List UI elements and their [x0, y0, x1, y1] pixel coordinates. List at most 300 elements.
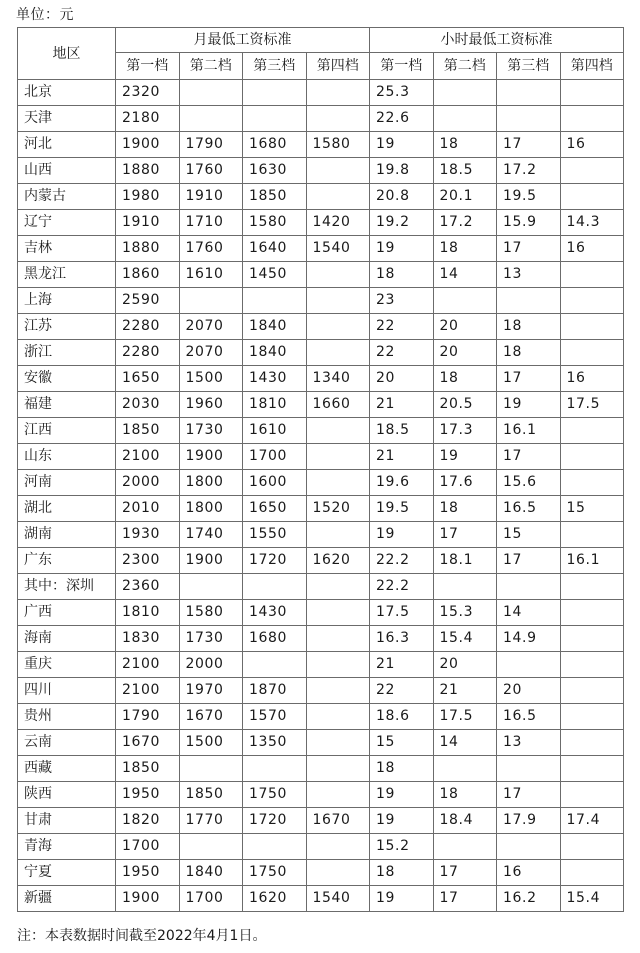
header-row-groups [18, 28, 624, 53]
monthly-tier-3-cell: 1840 [243, 340, 307, 366]
table-row [18, 626, 624, 652]
table-row [18, 80, 624, 106]
region-cell: 上海 [18, 288, 116, 314]
monthly-tier-2-cell: 1710 [179, 210, 243, 236]
hourly-tier-1-cell: 18 [370, 756, 434, 782]
monthly-tier-3-cell: 1610 [243, 418, 307, 444]
hourly-tier-2-cell [433, 756, 497, 782]
table-row [18, 548, 624, 574]
monthly-tier-3-cell: 1580 [243, 210, 307, 236]
table-row [18, 470, 624, 496]
monthly-tier-3-cell [243, 652, 307, 678]
monthly-tier-2-cell [179, 834, 243, 860]
hourly-tier-1-cell: 19.8 [370, 158, 434, 184]
monthly-tier-4-cell: 1660 [306, 392, 370, 418]
table-row [18, 886, 624, 912]
monthly-tier-4-cell [306, 262, 370, 288]
hourly-tier-4-cell: 15.4 [560, 886, 624, 912]
monthly-tier-2-cell: 2000 [179, 652, 243, 678]
hourly-tier-1-cell: 19 [370, 522, 434, 548]
hourly-tier-4-cell [560, 860, 624, 886]
monthly-tier-4-cell [306, 704, 370, 730]
hourly-tier-3-cell: 17 [497, 782, 561, 808]
hourly-tier-3-cell: 16.5 [497, 496, 561, 522]
hourly-tier-1-cell: 21 [370, 444, 434, 470]
monthly-tier-1-cell: 1880 [116, 236, 180, 262]
monthly-tier-4-cell [306, 158, 370, 184]
monthly-tier-2-cell [179, 80, 243, 106]
monthly-tier-2-cell: 1500 [179, 366, 243, 392]
region-cell: 海南 [18, 626, 116, 652]
hourly-tier-2-cell: 14 [433, 730, 497, 756]
monthly-tier-1-cell: 1670 [116, 730, 180, 756]
monthly-tier-4-cell [306, 288, 370, 314]
table-row [18, 132, 624, 158]
region-cell: 重庆 [18, 652, 116, 678]
hourly-tier-1-cell: 21 [370, 652, 434, 678]
hourly-tier-3-cell: 20 [497, 678, 561, 704]
monthly-tier-2-cell: 1500 [179, 730, 243, 756]
monthly-tier-2-cell [179, 756, 243, 782]
monthly-tier-2-cell: 1760 [179, 158, 243, 184]
hourly-tier-1-cell: 22.2 [370, 574, 434, 600]
monthly-tier-4-cell [306, 652, 370, 678]
monthly-tier-1-cell: 2280 [116, 340, 180, 366]
monthly-tier-1-cell: 2300 [116, 548, 180, 574]
monthly-tier-2-cell: 1840 [179, 860, 243, 886]
table-row [18, 860, 624, 886]
region-cell: 四川 [18, 678, 116, 704]
monthly-tier-1-cell: 2100 [116, 444, 180, 470]
monthly-tier-3-cell: 1700 [243, 444, 307, 470]
table-row [18, 236, 624, 262]
monthly-tier-3-cell: 1570 [243, 704, 307, 730]
hourly-tier-2-cell: 14 [433, 262, 497, 288]
monthly-tier-3-cell: 1650 [243, 496, 307, 522]
hourly-tier-3-cell: 18 [497, 340, 561, 366]
region-cell: 福建 [18, 392, 116, 418]
monthly-tier-2-cell [179, 106, 243, 132]
monthly-tier-4-header: 第四档 [306, 53, 370, 80]
hourly-tier-4-header: 第四档 [560, 53, 624, 80]
monthly-tier-1-cell: 1950 [116, 860, 180, 886]
monthly-tier-1-cell: 2100 [116, 678, 180, 704]
region-cell: 陕西 [18, 782, 116, 808]
hourly-tier-4-cell: 16.1 [560, 548, 624, 574]
monthly-tier-2-cell [179, 288, 243, 314]
monthly-tier-3-cell: 1680 [243, 132, 307, 158]
table-body [18, 80, 624, 912]
table-row [18, 366, 624, 392]
hourly-tier-2-cell: 17 [433, 860, 497, 886]
monthly-tier-2-cell: 1900 [179, 548, 243, 574]
monthly-tier-4-cell [306, 522, 370, 548]
hourly-tier-3-cell: 16.2 [497, 886, 561, 912]
monthly-tier-1-cell: 1930 [116, 522, 180, 548]
region-cell: 甘肃 [18, 808, 116, 834]
monthly-tier-1-cell: 2030 [116, 392, 180, 418]
hourly-tier-2-cell: 18 [433, 236, 497, 262]
table-row [18, 522, 624, 548]
hourly-tier-1-cell: 18 [370, 262, 434, 288]
monthly-tier-4-cell: 1670 [306, 808, 370, 834]
hourly-tier-3-cell: 13 [497, 730, 561, 756]
hourly-tier-1-cell: 21 [370, 392, 434, 418]
hourly-tier-3-cell [497, 756, 561, 782]
monthly-tier-1-cell: 1650 [116, 366, 180, 392]
monthly-tier-2-cell: 1910 [179, 184, 243, 210]
hourly-tier-1-cell: 19.2 [370, 210, 434, 236]
hourly-tier-2-cell [433, 574, 497, 600]
hourly-tier-4-cell [560, 522, 624, 548]
monthly-tier-1-cell: 1700 [116, 834, 180, 860]
hourly-tier-4-cell: 16 [560, 366, 624, 392]
monthly-tier-3-cell [243, 288, 307, 314]
hourly-tier-3-cell: 16.5 [497, 704, 561, 730]
region-cell: 湖南 [18, 522, 116, 548]
monthly-tier-4-cell: 1620 [306, 548, 370, 574]
monthly-tier-4-cell [306, 860, 370, 886]
hourly-tier-1-cell: 20 [370, 366, 434, 392]
table-row [18, 184, 624, 210]
hourly-tier-1-cell: 16.3 [370, 626, 434, 652]
monthly-tier-4-cell: 1420 [306, 210, 370, 236]
monthly-tier-2-cell: 2070 [179, 314, 243, 340]
monthly-tier-2-cell: 1670 [179, 704, 243, 730]
hourly-tier-4-cell [560, 80, 624, 106]
hourly-tier-2-cell: 15.4 [433, 626, 497, 652]
monthly-tier-2-cell: 1730 [179, 418, 243, 444]
hourly-tier-4-cell [560, 730, 624, 756]
monthly-tier-4-cell [306, 418, 370, 444]
hourly-tier-1-cell: 18 [370, 860, 434, 886]
hourly-group-header: 小时最低工资标准 [370, 28, 624, 53]
region-cell: 天津 [18, 106, 116, 132]
hourly-tier-1-cell: 19 [370, 782, 434, 808]
monthly-tier-1-cell: 1850 [116, 756, 180, 782]
hourly-tier-4-cell [560, 262, 624, 288]
monthly-tier-4-cell [306, 600, 370, 626]
monthly-tier-3-cell: 1450 [243, 262, 307, 288]
table-row [18, 496, 624, 522]
region-cell: 西藏 [18, 756, 116, 782]
table-row [18, 756, 624, 782]
hourly-tier-4-cell [560, 314, 624, 340]
table-row [18, 158, 624, 184]
monthly-tier-3-cell [243, 756, 307, 782]
hourly-tier-4-cell [560, 652, 624, 678]
monthly-tier-1-cell: 1880 [116, 158, 180, 184]
hourly-tier-2-cell: 18 [433, 782, 497, 808]
monthly-tier-3-cell: 1750 [243, 860, 307, 886]
monthly-tier-4-cell [306, 340, 370, 366]
monthly-tier-1-cell: 2590 [116, 288, 180, 314]
hourly-tier-4-cell [560, 704, 624, 730]
monthly-tier-2-cell: 1960 [179, 392, 243, 418]
monthly-tier-3-cell: 1430 [243, 366, 307, 392]
hourly-tier-4-cell: 17.4 [560, 808, 624, 834]
hourly-tier-4-cell [560, 418, 624, 444]
hourly-tier-1-cell: 22.6 [370, 106, 434, 132]
table-row [18, 574, 624, 600]
monthly-tier-1-cell: 2180 [116, 106, 180, 132]
hourly-tier-2-cell [433, 834, 497, 860]
hourly-tier-1-cell: 23 [370, 288, 434, 314]
hourly-tier-4-cell [560, 600, 624, 626]
hourly-tier-4-cell: 15 [560, 496, 624, 522]
monthly-tier-1-cell: 1790 [116, 704, 180, 730]
region-cell: 贵州 [18, 704, 116, 730]
table-row [18, 288, 624, 314]
hourly-tier-3-header: 第三档 [497, 53, 561, 80]
hourly-tier-2-cell: 20.5 [433, 392, 497, 418]
region-cell: 黑龙江 [18, 262, 116, 288]
monthly-group-header: 月最低工资标准 [116, 28, 370, 53]
table-row [18, 262, 624, 288]
monthly-tier-4-cell [306, 106, 370, 132]
hourly-tier-1-cell: 19.5 [370, 496, 434, 522]
hourly-tier-2-cell: 17.6 [433, 470, 497, 496]
hourly-tier-1-cell: 15.2 [370, 834, 434, 860]
monthly-tier-4-cell [306, 730, 370, 756]
monthly-tier-3-cell: 1850 [243, 184, 307, 210]
monthly-tier-1-cell: 1900 [116, 886, 180, 912]
monthly-tier-3-cell: 1430 [243, 600, 307, 626]
monthly-tier-1-header: 第一档 [116, 53, 180, 80]
hourly-tier-1-cell: 19 [370, 808, 434, 834]
monthly-tier-1-cell: 2320 [116, 80, 180, 106]
hourly-tier-3-cell: 17.9 [497, 808, 561, 834]
monthly-tier-4-cell [306, 184, 370, 210]
monthly-tier-1-cell: 1810 [116, 600, 180, 626]
hourly-tier-3-cell [497, 652, 561, 678]
table-row [18, 210, 624, 236]
region-cell: 宁夏 [18, 860, 116, 886]
table-row [18, 444, 624, 470]
monthly-tier-3-cell: 1810 [243, 392, 307, 418]
hourly-tier-2-cell: 17 [433, 886, 497, 912]
hourly-tier-3-cell [497, 834, 561, 860]
monthly-tier-4-cell [306, 782, 370, 808]
monthly-tier-3-cell: 1720 [243, 548, 307, 574]
monthly-tier-4-cell: 1540 [306, 236, 370, 262]
table-row [18, 314, 624, 340]
monthly-tier-3-cell: 1680 [243, 626, 307, 652]
table-row [18, 392, 624, 418]
monthly-tier-4-cell [306, 678, 370, 704]
monthly-tier-3-cell: 1350 [243, 730, 307, 756]
monthly-tier-2-cell: 1580 [179, 600, 243, 626]
monthly-tier-2-cell [179, 574, 243, 600]
hourly-tier-3-cell: 17 [497, 444, 561, 470]
unit-label: 单位：元 [16, 7, 74, 23]
hourly-tier-2-cell [433, 106, 497, 132]
hourly-tier-1-cell: 22.2 [370, 548, 434, 574]
hourly-tier-2-cell: 19 [433, 444, 497, 470]
monthly-tier-1-cell: 2360 [116, 574, 180, 600]
monthly-tier-1-cell: 1830 [116, 626, 180, 652]
monthly-tier-4-cell [306, 444, 370, 470]
hourly-tier-2-cell: 20.1 [433, 184, 497, 210]
hourly-tier-4-cell [560, 756, 624, 782]
hourly-tier-3-cell: 15.6 [497, 470, 561, 496]
region-cell: 广东 [18, 548, 116, 574]
monthly-tier-3-cell: 1840 [243, 314, 307, 340]
hourly-tier-3-cell: 17 [497, 236, 561, 262]
hourly-tier-2-cell: 18.5 [433, 158, 497, 184]
monthly-tier-2-cell: 1700 [179, 886, 243, 912]
monthly-tier-3-cell [243, 80, 307, 106]
hourly-tier-2-cell: 17 [433, 522, 497, 548]
monthly-tier-1-cell: 1900 [116, 132, 180, 158]
hourly-tier-4-cell [560, 340, 624, 366]
monthly-tier-2-cell: 1900 [179, 444, 243, 470]
hourly-tier-2-cell: 18 [433, 366, 497, 392]
table-row [18, 730, 624, 756]
region-column-header: 地区 [18, 28, 116, 80]
hourly-tier-4-cell: 14.3 [560, 210, 624, 236]
hourly-tier-3-cell: 17 [497, 366, 561, 392]
hourly-tier-4-cell [560, 288, 624, 314]
hourly-tier-2-cell [433, 288, 497, 314]
monthly-tier-3-cell [243, 834, 307, 860]
region-cell: 江苏 [18, 314, 116, 340]
monthly-tier-3-cell: 1600 [243, 470, 307, 496]
monthly-tier-2-cell: 1850 [179, 782, 243, 808]
hourly-tier-3-cell: 14 [497, 600, 561, 626]
hourly-tier-1-cell: 15 [370, 730, 434, 756]
monthly-tier-2-header: 第二档 [179, 53, 243, 80]
hourly-tier-3-cell: 17.2 [497, 158, 561, 184]
hourly-tier-4-cell [560, 470, 624, 496]
region-cell: 山西 [18, 158, 116, 184]
monthly-tier-4-cell [306, 80, 370, 106]
hourly-tier-2-cell [433, 80, 497, 106]
hourly-tier-2-cell: 18 [433, 132, 497, 158]
monthly-tier-4-cell [306, 756, 370, 782]
monthly-tier-4-cell: 1540 [306, 886, 370, 912]
monthly-tier-2-cell: 1730 [179, 626, 243, 652]
monthly-tier-2-cell: 1770 [179, 808, 243, 834]
hourly-tier-3-cell: 16 [497, 860, 561, 886]
hourly-tier-2-cell: 20 [433, 652, 497, 678]
monthly-tier-2-cell: 1610 [179, 262, 243, 288]
monthly-tier-1-cell: 1980 [116, 184, 180, 210]
table-row [18, 834, 624, 860]
hourly-tier-2-cell: 21 [433, 678, 497, 704]
monthly-tier-3-cell: 1620 [243, 886, 307, 912]
hourly-tier-4-cell [560, 106, 624, 132]
table-row [18, 808, 624, 834]
hourly-tier-2-cell: 20 [433, 314, 497, 340]
region-cell: 河南 [18, 470, 116, 496]
monthly-tier-3-cell: 1640 [243, 236, 307, 262]
monthly-tier-2-cell: 1760 [179, 236, 243, 262]
minimum-wage-table [17, 27, 624, 912]
monthly-tier-3-cell: 1550 [243, 522, 307, 548]
hourly-tier-1-cell: 25.3 [370, 80, 434, 106]
hourly-tier-3-cell: 19 [497, 392, 561, 418]
hourly-tier-4-cell: 16 [560, 236, 624, 262]
monthly-tier-1-cell: 2280 [116, 314, 180, 340]
table-row [18, 782, 624, 808]
hourly-tier-1-cell: 22 [370, 678, 434, 704]
monthly-tier-4-cell: 1520 [306, 496, 370, 522]
hourly-tier-2-cell: 17.2 [433, 210, 497, 236]
monthly-tier-4-cell [306, 470, 370, 496]
hourly-tier-1-cell: 19 [370, 236, 434, 262]
hourly-tier-2-cell: 17.3 [433, 418, 497, 444]
monthly-tier-3-cell [243, 106, 307, 132]
monthly-tier-2-cell: 2070 [179, 340, 243, 366]
region-cell: 辽宁 [18, 210, 116, 236]
monthly-tier-4-cell [306, 314, 370, 340]
region-cell: 湖北 [18, 496, 116, 522]
hourly-tier-3-cell [497, 288, 561, 314]
table-row [18, 704, 624, 730]
hourly-tier-2-cell: 15.3 [433, 600, 497, 626]
table-header [18, 28, 624, 80]
hourly-tier-2-cell: 18.4 [433, 808, 497, 834]
hourly-tier-1-cell: 19.6 [370, 470, 434, 496]
monthly-tier-2-cell: 1800 [179, 496, 243, 522]
region-cell: 其中：深圳 [18, 574, 116, 600]
hourly-tier-3-cell [497, 80, 561, 106]
table-row [18, 340, 624, 366]
monthly-tier-2-cell: 1800 [179, 470, 243, 496]
monthly-tier-1-cell: 1860 [116, 262, 180, 288]
region-cell: 安徽 [18, 366, 116, 392]
table-row [18, 600, 624, 626]
hourly-tier-4-cell [560, 782, 624, 808]
region-cell: 吉林 [18, 236, 116, 262]
hourly-tier-4-cell: 17.5 [560, 392, 624, 418]
hourly-tier-3-cell: 18 [497, 314, 561, 340]
hourly-tier-3-cell: 15.9 [497, 210, 561, 236]
hourly-tier-1-cell: 19 [370, 886, 434, 912]
monthly-tier-4-cell [306, 834, 370, 860]
monthly-tier-1-cell: 1950 [116, 782, 180, 808]
monthly-tier-4-cell: 1580 [306, 132, 370, 158]
hourly-tier-3-cell: 13 [497, 262, 561, 288]
monthly-tier-3-cell: 1870 [243, 678, 307, 704]
hourly-tier-3-cell: 17 [497, 548, 561, 574]
hourly-tier-2-cell: 18.1 [433, 548, 497, 574]
hourly-tier-2-cell: 20 [433, 340, 497, 366]
hourly-tier-1-cell: 18.5 [370, 418, 434, 444]
region-cell: 云南 [18, 730, 116, 756]
monthly-tier-2-cell: 1790 [179, 132, 243, 158]
hourly-tier-3-cell: 14.9 [497, 626, 561, 652]
monthly-tier-3-cell [243, 574, 307, 600]
hourly-tier-3-cell: 19.5 [497, 184, 561, 210]
table-row [18, 678, 624, 704]
hourly-tier-2-cell: 18 [433, 496, 497, 522]
hourly-tier-3-cell: 15 [497, 522, 561, 548]
hourly-tier-2-header: 第二档 [433, 53, 497, 80]
hourly-tier-4-cell [560, 158, 624, 184]
monthly-tier-3-cell: 1750 [243, 782, 307, 808]
region-cell: 江西 [18, 418, 116, 444]
hourly-tier-1-header: 第一档 [370, 53, 434, 80]
monthly-tier-2-cell: 1740 [179, 522, 243, 548]
region-cell: 河北 [18, 132, 116, 158]
table-row [18, 652, 624, 678]
monthly-tier-4-cell: 1340 [306, 366, 370, 392]
hourly-tier-1-cell: 19 [370, 132, 434, 158]
region-cell: 浙江 [18, 340, 116, 366]
hourly-tier-4-cell [560, 444, 624, 470]
